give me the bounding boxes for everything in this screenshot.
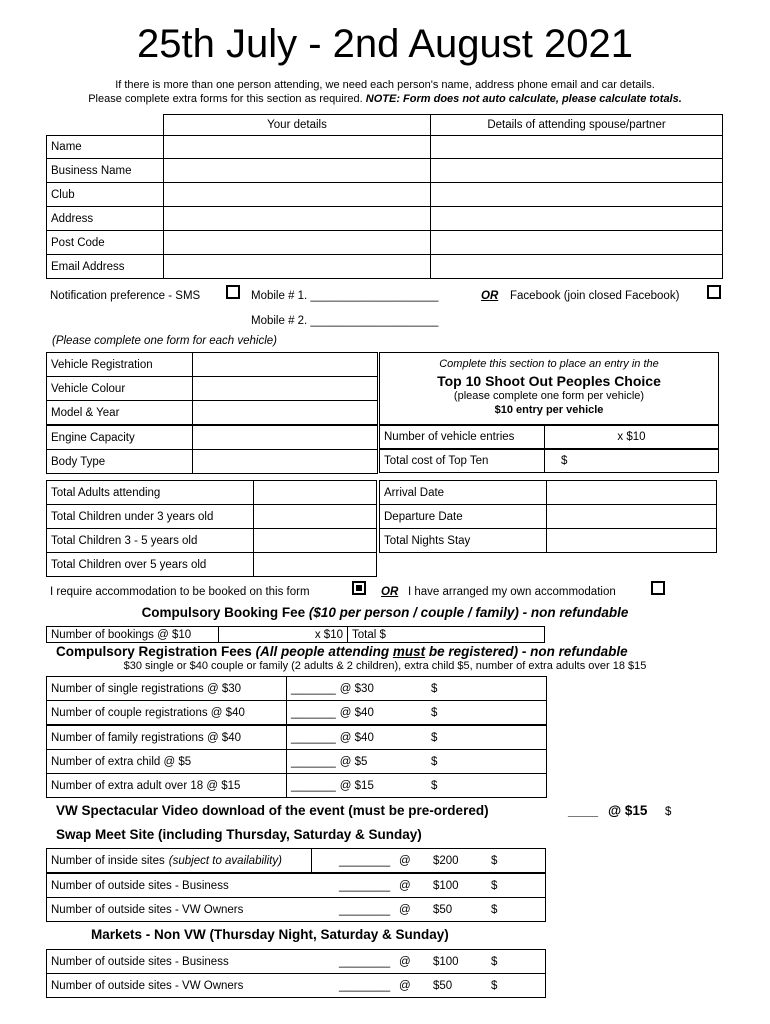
swap-row-blank[interactable]: ________: [339, 903, 391, 916]
booking-fee-heading: Compulsory Booking Fee ($10 per person / couple / family) - non refundable: [141, 605, 629, 620]
registration-qty[interactable]: _______: [291, 779, 336, 792]
your-details-field[interactable]: [163, 206, 431, 231]
registration-qty[interactable]: _______: [291, 706, 336, 719]
own-accommodation-label: I have arranged my own accommodation: [408, 586, 616, 598]
registration-field[interactable]: [286, 773, 547, 798]
attendance-label: Total Children under 3 years old: [46, 504, 254, 529]
vehicle-entries-label: Number of vehicle entries: [379, 425, 545, 449]
mobile-2-field[interactable]: Mobile # 2. ____________________: [251, 315, 439, 327]
mobile-1-field[interactable]: Mobile # 1. ____________________: [251, 290, 439, 302]
swap-row-note: (subject to availability): [168, 854, 282, 867]
details-row-label: Address: [46, 206, 164, 231]
vehicle-row-label: Vehicle Colour: [46, 376, 193, 401]
markets-row-blank[interactable]: ________: [339, 979, 391, 992]
swap-row-at: @: [399, 854, 411, 867]
swap-row-blank[interactable]: ________: [339, 854, 391, 867]
registration-label: Number of family registrations @ $40: [46, 725, 287, 750]
registration-field[interactable]: [286, 749, 547, 774]
attendance-field[interactable]: [253, 480, 377, 505]
markets-row-total[interactable]: $: [491, 979, 498, 992]
registration-label: Number of couple registrations @ $40: [46, 700, 287, 725]
intro-note: NOTE: Form does not auto calculate, please calculate totals.: [365, 93, 682, 105]
swap-row-at: @: [399, 903, 411, 916]
col-partner-details: Details of attending spouse/partner: [430, 114, 723, 136]
bookings-field[interactable]: x $10: [218, 626, 348, 643]
swap-row-price: $100: [433, 879, 459, 892]
bookings-label: Number of bookings @ $10: [46, 626, 219, 643]
registration-price: @ $40: [339, 731, 374, 744]
attendance-label: Total Adults attending: [46, 480, 254, 505]
attendance-label: Total Children over 5 years old: [46, 552, 254, 577]
swap-row-total[interactable]: $: [491, 903, 498, 916]
notification-label: Notification preference - SMS: [50, 290, 201, 302]
your-details-field[interactable]: [163, 158, 431, 183]
vehicle-row-field[interactable]: [192, 352, 378, 377]
registration-heading: Compulsory Registration Fees (All people attending must be registered) - non refundable: [56, 644, 628, 659]
vehicle-entries-field[interactable]: x $10: [544, 425, 719, 449]
registration-field[interactable]: [286, 676, 547, 701]
stay-label: Total Nights Stay: [379, 528, 547, 553]
registration-price: @ $5: [339, 755, 368, 768]
vehicle-row-label: Body Type: [46, 449, 193, 474]
registration-label: Number of extra adult over 18 @ $15: [46, 773, 287, 798]
vehicle-row-label: Vehicle Registration: [46, 352, 193, 377]
accommodation-or: OR: [381, 586, 399, 598]
vehicle-row-field[interactable]: [192, 425, 378, 450]
details-row-label: Email Address: [46, 254, 164, 279]
registration-total[interactable]: $: [431, 706, 438, 719]
own-accommodation-checkbox[interactable]: [651, 581, 665, 595]
video-total[interactable]: $: [665, 806, 672, 818]
partner-details-field[interactable]: [430, 158, 723, 183]
vehicle-row-field[interactable]: [192, 400, 378, 425]
registration-price: @ $30: [339, 682, 374, 695]
sms-checkbox[interactable]: [226, 285, 240, 299]
swap-row-label: Number of outside sites - Business: [51, 879, 229, 892]
markets-row-at: @: [399, 955, 411, 968]
bookings-total-field[interactable]: Total $: [347, 626, 545, 643]
your-details-field[interactable]: [163, 254, 431, 279]
accommodation-label: I require accommodation to be booked on this form: [50, 586, 310, 598]
attendance-field[interactable]: [253, 504, 377, 529]
top10-heading: Top 10 Shoot Out Peoples Choice: [437, 373, 661, 389]
swap-row-price: $50: [433, 903, 453, 916]
partner-details-field[interactable]: [430, 254, 723, 279]
registration-qty[interactable]: _______: [291, 755, 336, 768]
top10-total-label: Total cost of Top Ten: [379, 449, 545, 473]
registration-field[interactable]: [286, 725, 547, 750]
markets-row-blank[interactable]: ________: [339, 955, 391, 968]
accommodation-book-checkbox[interactable]: [352, 581, 366, 595]
vehicle-row-label: Model & Year: [46, 400, 193, 425]
vehicle-row-label: Engine Capacity: [46, 425, 193, 450]
video-label: VW Spectacular Video download of the event (must be pre-ordered): [56, 803, 489, 818]
vehicle-row-field[interactable]: [192, 376, 378, 401]
swap-row: [46, 873, 546, 898]
facebook-checkbox[interactable]: [707, 285, 721, 299]
your-details-field[interactable]: [163, 135, 431, 159]
notification-or: OR: [481, 290, 499, 302]
markets-row: [46, 949, 546, 974]
registration-price: @ $15: [339, 779, 374, 792]
your-details-field[interactable]: [163, 230, 431, 255]
top10-line-1: Complete this section to place an entry in the: [439, 358, 659, 370]
registration-total[interactable]: $: [431, 779, 438, 792]
registration-qty[interactable]: _______: [291, 731, 336, 744]
registration-total[interactable]: $: [431, 731, 438, 744]
stay-field[interactable]: [546, 480, 717, 505]
partner-details-field[interactable]: [430, 135, 723, 159]
col-your-details: Your details: [163, 114, 431, 136]
swap-row: [46, 897, 546, 922]
top10-total-field[interactable]: $: [544, 449, 719, 473]
markets-row-label: Number of outside sites - VW Owners: [51, 979, 244, 992]
registration-field[interactable]: [286, 700, 547, 725]
swap-row-total[interactable]: $: [491, 879, 498, 892]
markets-heading: Markets - Non VW (Thursday Night, Saturday & Sunday): [91, 927, 449, 942]
vehicle-row-field[interactable]: [192, 449, 378, 474]
registration-total[interactable]: $: [431, 755, 438, 768]
details-row-label: Club: [46, 182, 164, 207]
swap-row-label: Number of outside sites - VW Owners: [51, 903, 244, 916]
registration-price: @ $40: [339, 706, 374, 719]
partner-details-field[interactable]: [430, 182, 723, 207]
markets-row-total[interactable]: $: [491, 955, 498, 968]
video-qty-field[interactable]: ____: [568, 803, 599, 818]
stay-field[interactable]: [546, 504, 717, 529]
video-price: @ $15: [608, 803, 648, 818]
registration-total[interactable]: $: [431, 682, 438, 695]
facebook-label: Facebook (join closed Facebook): [510, 290, 680, 302]
attendance-label: Total Children 3 - 5 years old: [46, 528, 254, 553]
your-details-field[interactable]: [163, 182, 431, 207]
top10-line-3: (please complete one form per vehicle): [453, 390, 645, 402]
registration-label: Number of single registrations @ $30: [46, 676, 287, 701]
cell-divider: [311, 849, 312, 872]
swap-heading: Swap Meet Site (including Thursday, Saturday & Sunday): [56, 827, 422, 842]
stay-label: Arrival Date: [379, 480, 547, 505]
attendance-field[interactable]: [253, 552, 377, 577]
markets-row-price: $50: [433, 979, 453, 992]
stay-label: Departure Date: [379, 504, 547, 529]
registration-label: Number of extra child @ $5: [46, 749, 287, 774]
intro-line-1: If there is more than one person attending, we need each person's name, address phone email and car details.: [115, 79, 655, 91]
swap-row-blank[interactable]: ________: [339, 879, 391, 892]
swap-row: [46, 848, 546, 873]
markets-row-price: $100: [433, 955, 459, 968]
registration-sub: $30 single or $40 couple or family (2 adults & 2 children), extra child $5, number of extra adults over 18 $15: [123, 660, 647, 672]
page-title: 25th July - 2nd August 2021: [137, 22, 633, 66]
swap-row-total[interactable]: $: [491, 854, 498, 867]
markets-row-label: Number of outside sites - Business: [51, 955, 229, 968]
swap-row-label: Number of inside sites: [51, 854, 165, 867]
details-row-label: Post Code: [46, 230, 164, 255]
registration-qty[interactable]: _______: [291, 682, 336, 695]
details-row-label: Business Name: [46, 158, 164, 183]
top10-line-4: $10 entry per vehicle: [494, 404, 604, 416]
markets-row: [46, 973, 546, 998]
stay-field[interactable]: [546, 528, 717, 553]
markets-row-at: @: [399, 979, 411, 992]
swap-row-at: @: [399, 879, 411, 892]
partner-details-field[interactable]: [430, 230, 723, 255]
details-row-label: Name: [46, 135, 164, 159]
vehicle-note: (Please complete one form for each vehicle): [52, 335, 277, 347]
partner-details-field[interactable]: [430, 206, 723, 231]
intro-line-2: Please complete extra forms for this section as required. NOTE: Form does not auto calculate, please calculate totals.: [88, 93, 682, 105]
swap-row-price: $200: [433, 854, 459, 867]
attendance-field[interactable]: [253, 528, 377, 553]
